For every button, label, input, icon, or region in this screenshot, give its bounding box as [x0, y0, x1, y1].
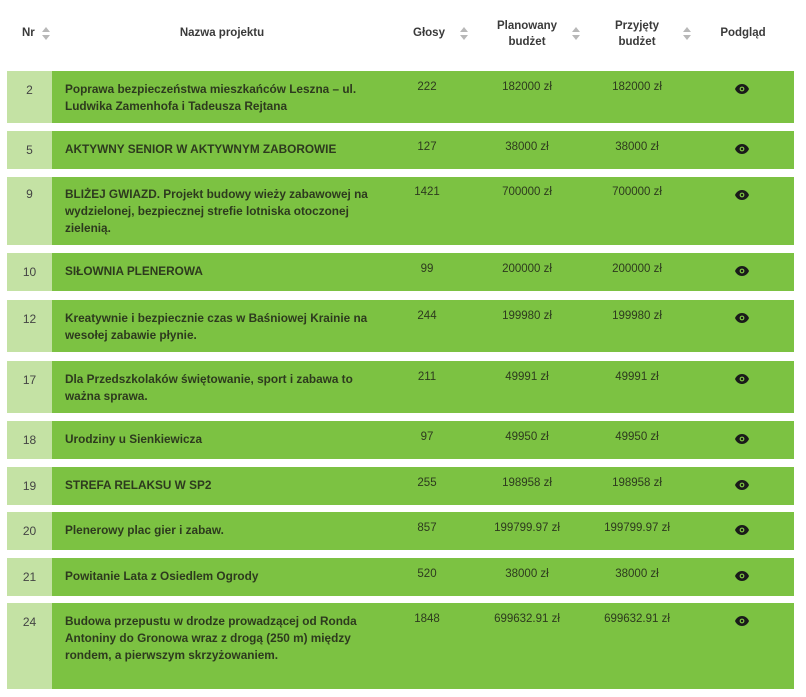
header-planned-line1: Planowany: [496, 20, 558, 32]
project-name: BLIŻEJ GWIAZD. Projekt budowy wieży zabawowej na wydzielonej, bezpiecznej strefie lotniska otoczonej zielenią.: [65, 187, 368, 235]
row-votes: 1848: [414, 613, 440, 625]
project-name: Powitanie Lata z Osiedlem Ogrody: [65, 569, 259, 583]
eye-icon[interactable]: [735, 190, 751, 202]
table-header: [7, 0, 794, 70]
table-row: [7, 361, 794, 413]
row-nr-cell: [7, 361, 52, 413]
row-nr: 21: [22, 570, 37, 584]
row-nr-cell: [7, 421, 52, 459]
table-row: [7, 253, 794, 291]
eye-icon[interactable]: [735, 144, 751, 156]
eye-icon[interactable]: [735, 313, 751, 325]
row-accepted: 49991 zł: [615, 371, 659, 383]
row-nr: 5: [26, 143, 33, 157]
row-votes: 222: [417, 81, 437, 93]
project-name: SIŁOWNIA PLENEROWA: [65, 264, 203, 278]
row-planned: 182000 zł: [502, 81, 552, 93]
row-nr: 24: [22, 615, 37, 629]
eye-icon[interactable]: [735, 374, 751, 386]
row-nr-cell: [7, 300, 52, 352]
row-votes: 99: [420, 263, 434, 275]
eye-icon[interactable]: [735, 84, 751, 96]
project-name: Urodziny u Sienkiewicza: [65, 432, 203, 446]
project-name: Kreatywnie i bezpiecznie czas w Baśniowej Krainie na wesołej zabawie płynie.: [65, 311, 368, 342]
table-row: [7, 421, 794, 459]
eye-icon[interactable]: [735, 525, 751, 537]
row-accepted: 182000 zł: [612, 81, 662, 93]
eye-icon[interactable]: [735, 434, 751, 446]
header-planned-line2: budżet: [508, 36, 546, 48]
table-row: [7, 512, 794, 550]
table-row: [7, 131, 794, 169]
row-nr-cell: [7, 512, 52, 550]
row-planned: 199799.97 zł: [494, 522, 560, 534]
row-votes: 211: [417, 371, 437, 383]
sort-icon[interactable]: [683, 27, 692, 41]
row-nr: 12: [22, 312, 37, 326]
header-votes[interactable]: Głosy: [413, 27, 445, 39]
eye-icon[interactable]: [735, 480, 751, 492]
project-name: STREFA RELAKSU W SP2: [65, 478, 212, 492]
row-planned: 200000 zł: [502, 263, 552, 275]
row-planned: 700000 zł: [502, 186, 552, 198]
row-accepted: 700000 zł: [612, 186, 662, 198]
row-nr-cell: [7, 603, 52, 689]
header-accepted-line2: budżet: [618, 36, 656, 48]
row-nr: 9: [26, 187, 33, 201]
table-row: [7, 177, 794, 245]
row-planned: 199980 zł: [502, 310, 552, 322]
row-accepted: 38000 zł: [615, 568, 659, 580]
table-row: [7, 300, 794, 352]
row-accepted: 198958 zł: [612, 477, 662, 489]
row-nr-cell: [7, 253, 52, 291]
project-name: Dla Przedszkolaków świętowanie, sport i zabawa to ważna sprawa.: [65, 372, 353, 403]
header-name[interactable]: Nazwa projektu: [179, 27, 265, 39]
row-accepted: 699632.91 zł: [604, 613, 670, 625]
projects-table: [7, 0, 794, 662]
project-name: Poprawa bezpieczeństwa mieszkańców Leszna – ul. Ludwika Zamenhofa i Tadeusza Rejtana: [65, 82, 357, 113]
sort-icon[interactable]: [42, 27, 51, 41]
header-nr[interactable]: Nr: [22, 27, 35, 39]
row-votes: 127: [417, 141, 437, 153]
row-planned: 49950 zł: [505, 431, 549, 443]
project-name: AKTYWNY SENIOR W AKTYWNYM ZABOROWIE: [65, 142, 337, 156]
table-row: [7, 467, 794, 505]
row-nr-cell: [7, 558, 52, 596]
eye-icon[interactable]: [735, 266, 751, 278]
row-planned: 198958 zł: [502, 477, 552, 489]
table-row: [7, 71, 794, 123]
row-planned: 38000 zł: [505, 568, 549, 580]
row-votes: 1421: [414, 186, 440, 198]
row-votes: 857: [417, 522, 437, 534]
row-nr: 20: [22, 524, 37, 538]
header-accepted[interactable]: [597, 18, 677, 50]
row-votes: 520: [417, 568, 437, 580]
row-nr: 2: [26, 83, 33, 97]
row-nr-cell: [7, 467, 52, 505]
project-name: Budowa przepustu w drodze prowadzącej od Ronda Antoniny do Gronowa wraz z drogą (250 m) między rondem, a pierwszym skrzyżowaniem.: [65, 614, 357, 662]
row-nr: 19: [22, 479, 37, 493]
row-nr-cell: [7, 131, 52, 169]
row-accepted: 199799.97 zł: [604, 522, 670, 534]
sort-icon[interactable]: [460, 27, 469, 41]
eye-icon[interactable]: [735, 616, 751, 628]
header-accepted-line1: Przyjęty: [614, 20, 660, 32]
row-nr: 10: [22, 265, 37, 279]
header-planned[interactable]: [482, 18, 572, 50]
row-nr: 17: [22, 373, 37, 387]
row-votes: 244: [417, 310, 437, 322]
row-nr-cell: [7, 177, 52, 245]
row-votes: 255: [417, 477, 437, 489]
row-planned: 38000 zł: [505, 141, 549, 153]
table-row: [7, 558, 794, 596]
row-accepted: 38000 zł: [615, 141, 659, 153]
row-accepted: 199980 zł: [612, 310, 662, 322]
row-planned: 699632.91 zł: [494, 613, 560, 625]
row-votes: 97: [420, 431, 434, 443]
table-row: [7, 603, 794, 689]
row-nr: 18: [22, 433, 37, 447]
row-accepted: 49950 zł: [615, 431, 659, 443]
row-accepted: 200000 zł: [612, 263, 662, 275]
sort-icon[interactable]: [572, 27, 581, 41]
row-planned: 49991 zł: [505, 371, 549, 383]
row-nr-cell: [7, 71, 52, 123]
eye-icon[interactable]: [735, 571, 751, 583]
project-name: Plenerowy plac gier i zabaw.: [65, 523, 224, 537]
header-preview: Podgląd: [720, 27, 766, 39]
